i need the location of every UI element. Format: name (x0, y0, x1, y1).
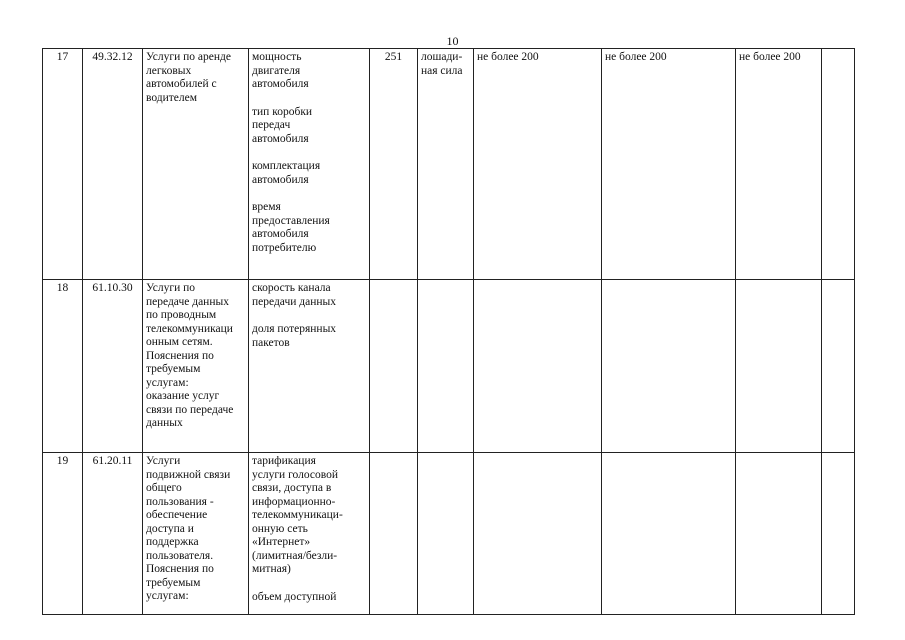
table-row (43, 280, 855, 453)
empty-cell (370, 453, 418, 615)
empty-cell (418, 453, 474, 615)
row-number: 17 (43, 49, 83, 280)
empty-cell (474, 453, 602, 615)
empty-cell (418, 280, 474, 453)
value-cell-2: не более 200 (602, 49, 736, 280)
okpd-code: 49.32.12 (83, 49, 143, 280)
empty-cell (602, 453, 736, 615)
characteristics-cell (249, 453, 370, 615)
empty-cell (736, 453, 822, 615)
characteristics-cell (249, 280, 370, 453)
okpd-code: 61.10.30 (83, 280, 143, 453)
row-number: 18 (43, 280, 83, 453)
empty-cell (736, 280, 822, 453)
row-number: 19 (43, 453, 83, 615)
characteristic-item: доля потерянных пакетов (252, 323, 337, 349)
characteristic-item: время предоставления автомобиля потребителю (252, 201, 330, 254)
empty-cell (474, 280, 602, 453)
characteristic-item: тип коробки передач автомобиля (252, 105, 313, 145)
characteristics-cell (249, 49, 370, 280)
empty-cell (822, 453, 855, 615)
characteristic-item: мощность двигателя автомобиля (252, 51, 309, 90)
characteristic-item: тарификация услуги голосовой связи, доступа в информационно- телекоммуникаци- онную сеть «Интернет» (лимитная/безли- митная) (252, 455, 343, 575)
characteristic-item: скорость канала передачи данных (252, 282, 337, 308)
okpd-code: 61.20.11 (83, 453, 143, 615)
service-name: Услуги по передаче данных по проводным телекоммуникаци онным сетям. Пояснения по требуемым услугам: оказание услуг связи по передаче данных (143, 280, 249, 453)
value-cell-3: не более 200 (736, 49, 822, 280)
characteristic-item: комплектация автомобиля (252, 160, 321, 186)
characteristic-item: объем доступной (252, 590, 337, 603)
service-name: Услуги подвижной связи общего пользования - обеспечение доступа и поддержка пользователя. Пояснения по требуемым услугам: (143, 453, 249, 615)
requirements-table (42, 48, 855, 615)
empty-cell (602, 280, 736, 453)
page-number: 10 (446, 34, 459, 48)
table-row (43, 49, 855, 280)
unit-name: лошади- ная сила (418, 49, 474, 280)
empty-cell (822, 49, 855, 280)
value-cell-1: не более 200 (474, 49, 602, 280)
empty-cell (370, 280, 418, 453)
okei-code: 251 (370, 49, 418, 280)
empty-cell (822, 280, 855, 453)
table-row (43, 453, 855, 615)
service-name: Услуги по аренде легковых автомобилей с водителем (143, 49, 249, 280)
